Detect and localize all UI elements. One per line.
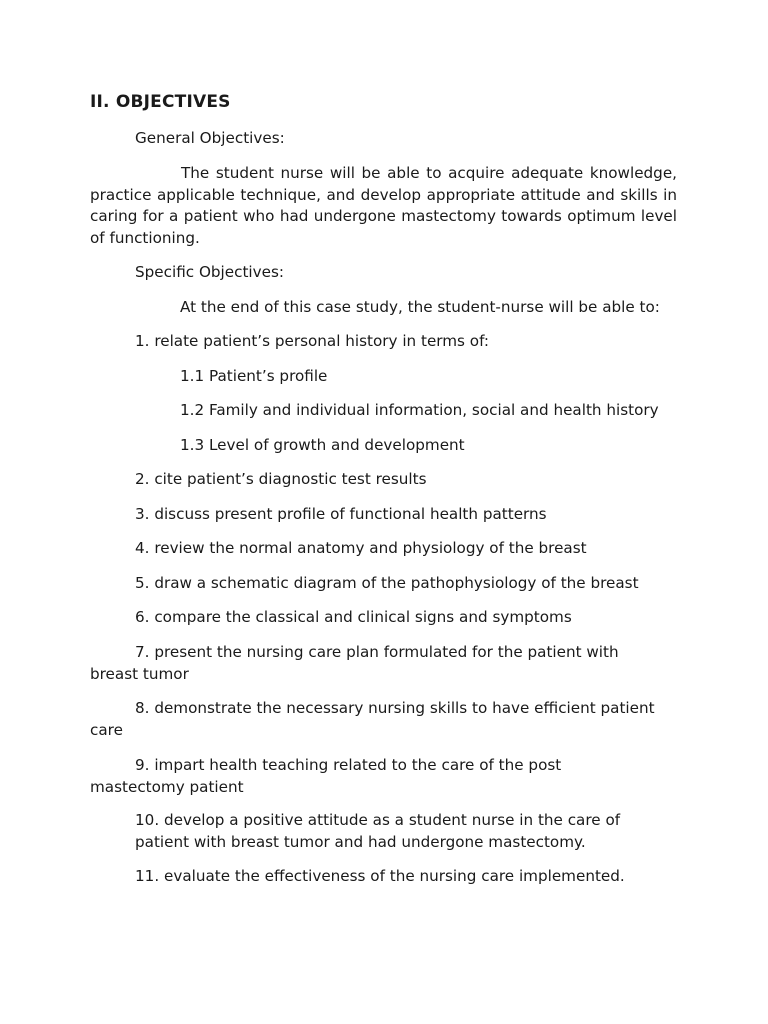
objective-subitem-1-3: 1.3 Level of growth and development [180,436,465,454]
general-objectives-text: The student nurse will be able to acquire adequate knowledge, practice applicable technique, and develop appropriate attitude and skills in caring for a patient who had undergone mastectomy towards optimum level of functioning. [90,164,677,247]
section-heading: II. OBJECTIVES [90,92,231,112]
objective-item-4: 4. review the normal anatomy and physiology of the breast [135,539,587,557]
objective-item-6: 6. compare the classical and clinical signs and symptoms [135,608,572,626]
objective-item-11: 11. evaluate the effectiveness of the nursing care implemented. [135,867,625,885]
objective-subitem-1-1: 1.1 Patient’s profile [180,367,328,385]
objective-item-9: 9. impart health teaching related to the care of the post mastectomy patient [90,756,562,796]
objective-item-7: 7. present the nursing care plan formulated for the patient with breast tumor [90,643,619,683]
objective-item-10: 10. develop a positive attitude as a student nurse in the care of patient with breast tumor and had undergone mastectomy. [135,811,621,851]
specific-objectives-intro: At the end of this case study, the student-nurse will be able to: [180,298,660,316]
objective-subitem-1-2: 1.2 Family and individual information, social and health history [180,401,659,419]
objective-item-5: 5. draw a schematic diagram of the pathophysiology of the breast [135,574,639,592]
objective-item-1: 1. relate patient’s personal history in terms of: [135,332,490,350]
general-objectives-label: General Objectives: [135,129,285,147]
specific-objectives-label: Specific Objectives: [135,263,284,281]
objective-item-3: 3. discuss present profile of functional health patterns [135,505,547,523]
objective-item-8: 8. demonstrate the necessary nursing skills to have efficient patient care [90,699,655,739]
objective-item-2: 2. cite patient’s diagnostic test results [135,470,427,488]
